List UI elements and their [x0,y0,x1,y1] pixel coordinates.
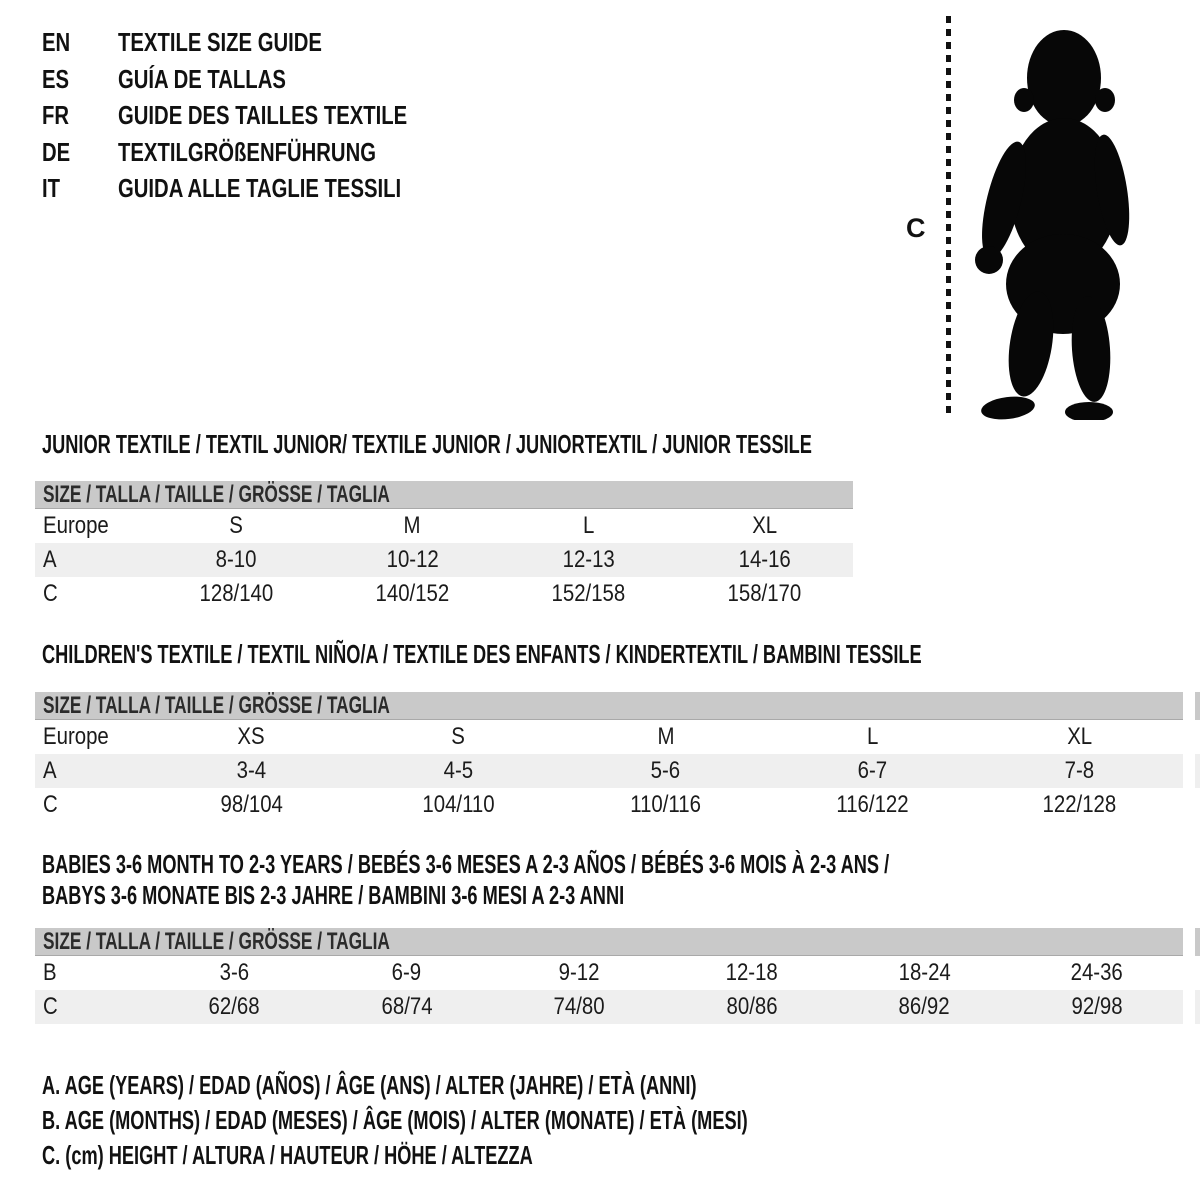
silhouette-head [1027,30,1101,126]
legend-line-text: A. AGE (YEARS) / EDAD (AÑOS) / ÂGE (ANS) / ALTER (JAHRE) / ETÀ (ANNI) [42,1070,697,1100]
language-row-fr [42,97,489,134]
cell-value: L [866,723,879,750]
table-cell [838,956,1011,990]
language-guide-title [118,170,481,207]
cell-value: XL [752,512,778,539]
language-code-text: EN [42,27,71,57]
cell-value: 74/80 [553,993,605,1020]
cell-value: S [451,723,466,750]
language-row-it [42,170,489,207]
cell-value: 12-13 [562,546,615,573]
table-cell [148,577,324,611]
size-header-label: SIZE / TALLA / TAILLE / GRÖSSE / TAGLIA [43,481,390,508]
cell-value: XL [1067,723,1092,750]
row-label [35,990,148,1024]
cell-value: 9-12 [558,959,600,986]
cell-value: 110/116 [630,791,701,818]
cell-value: 8-10 [215,546,257,573]
table-cell [355,720,562,754]
table-cell [562,788,769,822]
silhouette-hand-left [975,246,1003,274]
section-title-line: JUNIOR TEXTILE / TEXTIL JUNIOR/ TEXTILE JUNIOR / JUNIORTEXTIL / JUNIOR TESSILE [42,429,812,459]
cell-value: 116/122 [836,791,909,818]
legend-line-b [42,1103,1050,1138]
table-cell [493,956,666,990]
silhouette-foot-right [1065,402,1113,420]
cell-value: 3-6 [219,959,249,986]
language-guide-title-text: GUÍA DE TALLAS [118,63,286,94]
section-title-junior [42,429,1142,459]
size-table-children [35,692,1183,822]
row-label [35,509,148,543]
table-cell [677,543,853,577]
size-header-label: SIZE / TALLA / TAILLE / GRÖSSE / TAGLIA [43,692,390,719]
toddler-silhouette [962,12,1138,420]
cell-value: 6-9 [392,959,422,986]
table-cell [148,754,355,788]
row-label-text: A [43,757,57,784]
table-row-b [35,956,1183,990]
section-title-children [42,639,1200,669]
table-cell [355,754,562,788]
language-code-text: FR [42,100,70,131]
language-guide-title [118,24,379,61]
size-header-label: SIZE / TALLA / TAILLE / GRÖSSE / TAGLIA [43,928,390,955]
language-code [42,97,118,134]
language-guide-title-text: TEXTILGRÖßENFÜHRUNG [118,136,376,167]
silhouette-ear-right [1095,88,1115,112]
height-measure-label: C [906,213,926,243]
table-row-c [35,788,1183,822]
table-row-c [35,990,1183,1024]
row-label-text: C [43,993,58,1020]
table-cell [324,577,500,611]
cell-value: 140/152 [375,580,450,607]
section-title-line: CHILDREN'S TEXTILE / TEXTIL NIÑO/A / TEXTILE DES ENFANTS / KINDERTEXTIL / BAMBINI TESSILE [42,639,922,669]
cell-value: 104/110 [422,791,495,818]
table-cell [321,990,494,1024]
size-header-row [35,692,1183,720]
language-row-en [42,24,489,61]
row-label [35,788,148,822]
cell-value: 152/158 [551,580,626,607]
table-cell [1011,956,1184,990]
cell-value: 158/170 [727,580,802,607]
table-cell [493,990,666,1024]
table-cell [148,543,324,577]
table-cell [562,720,769,754]
row-label [35,956,148,990]
silhouette-foot-left [980,394,1036,420]
section-title-line: BABIES 3-6 MONTH TO 2-3 YEARS / BEBÉS 3-6 MESES A 2-3 AÑOS / BÉBÉS 3-6 MOIS À 2-3 ANS / [42,849,890,879]
table-row-europe [35,509,853,543]
language-guide-title-text: TEXTILE SIZE GUIDE [118,27,322,57]
cell-value: M [403,512,421,539]
table-cell [838,990,1011,1024]
table-cell [501,577,677,611]
cell-value: 7-8 [1064,757,1095,784]
table-cell [1011,990,1184,1024]
language-row-es [42,61,489,98]
row-label [35,543,148,577]
cell-value: L [582,512,595,539]
cell-value: 86/92 [898,993,950,1020]
table-row-c [35,577,853,611]
table-cell [148,720,355,754]
table-cell [355,788,562,822]
cell-value: 10-12 [386,546,439,573]
language-code [42,61,118,98]
legend-line-text: B. AGE (MONTHS) / EDAD (MESES) / ÂGE (MOIS) / ALTER (MONATE) / ETÀ (MESI) [42,1105,748,1135]
cell-value: 4-5 [443,757,474,784]
silhouette-ear-left [1014,88,1034,112]
language-guide-title-text: GUIDA ALLE TAGLIE TESSILI [118,173,402,204]
cell-value: 98/104 [220,791,283,818]
row-label [35,720,148,754]
cell-value: 92/98 [1071,993,1123,1020]
table-cell [501,509,677,543]
language-guide-title-text: GUIDE DES TAILLES TEXTILE [118,100,408,131]
row-label-text: C [43,791,58,818]
table-row-europe [35,720,1183,754]
table-cell [769,754,976,788]
table-cell [562,754,769,788]
cell-value: 62/68 [208,993,260,1020]
language-code-text: IT [42,173,61,204]
section-title-babies [42,849,1200,911]
language-code-text: DE [42,136,71,167]
table-cell [324,509,500,543]
cell-value: 5-6 [650,757,681,784]
table-cell [148,788,355,822]
language-row-de [42,134,489,171]
cell-value: 14-16 [738,546,791,573]
size-header-row [35,928,1183,956]
table-cell [666,956,839,990]
table-cell [666,990,839,1024]
language-guide-title [118,61,333,98]
cell-value: S [229,512,243,539]
measurement-legend [42,1068,1050,1173]
legend-line-a [42,1068,1050,1103]
cell-value: 80/86 [726,993,778,1020]
row-label-text: C [43,580,58,607]
language-guide-title [118,97,489,134]
cell-value: XS [237,723,266,750]
table-cell [148,956,321,990]
table-cell [976,720,1183,754]
cell-value: 12-18 [725,959,778,986]
height-measure-dashed-line [946,16,951,415]
cropped-edge-strip [1195,692,1200,720]
size-table-junior [35,481,853,611]
cell-value: 24-36 [1070,959,1123,986]
language-code [42,170,118,207]
table-row-a [35,754,1183,788]
section-title-line: BABYS 3-6 MONATE BIS 2-3 JAHRE / BAMBINI 3-6 MESI A 2-3 ANNI [42,880,625,910]
cell-value: M [657,723,674,750]
cell-value: 128/140 [199,580,273,607]
cell-value: 3-4 [236,757,267,784]
table-cell [321,956,494,990]
table-cell [976,788,1183,822]
cropped-edge-strip [1195,754,1200,788]
row-label-text: Europe [43,512,109,539]
legend-line-text: C. (cm) HEIGHT / ALTURA / HAUTEUR / HÖHE / ALTEZZA [42,1140,533,1170]
row-label [35,577,148,611]
cell-value: 18-24 [898,959,951,986]
size-header-row [35,481,853,509]
row-label [35,754,148,788]
row-label-text: B [43,959,57,986]
table-cell [976,754,1183,788]
table-cell [769,720,976,754]
row-label-text: Europe [43,723,109,750]
table-cell [324,543,500,577]
cell-value: 68/74 [381,993,433,1020]
cropped-edge-strip [1195,990,1200,1024]
cell-value: 122/128 [1042,791,1117,818]
row-label-text: A [43,546,57,573]
table-cell [148,509,324,543]
table-cell [677,509,853,543]
table-cell [148,990,321,1024]
language-code-text: ES [42,63,70,94]
language-code [42,134,118,171]
language-code [42,24,118,61]
table-row-a [35,543,853,577]
table-cell [677,577,853,611]
cropped-edge-strip [1195,928,1200,956]
table-cell [501,543,677,577]
legend-line-c [42,1138,1050,1173]
language-title-list [42,24,489,207]
language-guide-title [118,134,449,171]
size-table-babies [35,928,1183,1024]
cell-value: 6-7 [857,757,888,784]
table-cell [769,788,976,822]
